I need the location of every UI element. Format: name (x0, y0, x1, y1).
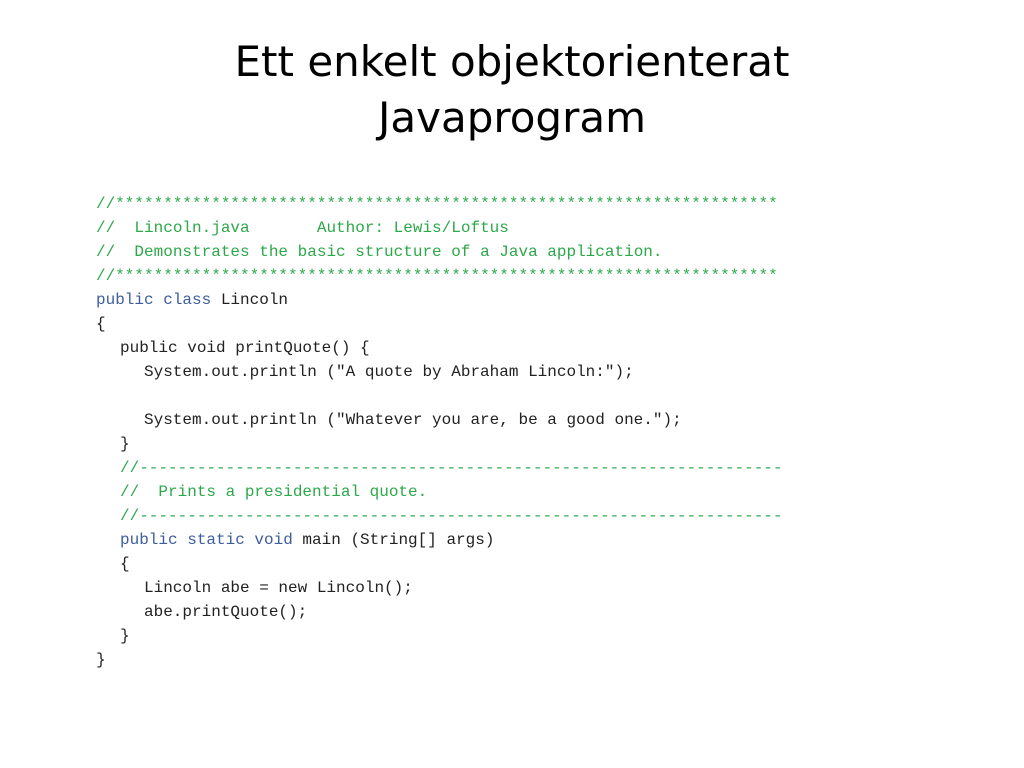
code-class-name: Lincoln (211, 291, 289, 309)
code-line-14: //------------------------------------------------------------------- (120, 507, 783, 525)
code-line-13: // Prints a presidential quote. (120, 483, 428, 501)
code-line-4: //********************************************************************* (96, 267, 778, 285)
code-listing (96, 192, 783, 672)
code-line-3: // Demonstrates the basic structure of a Java application. (96, 243, 663, 261)
code-method-signature: main (String[] args) (292, 531, 495, 549)
slide-title-line-1: Ett enkelt objektorienterat (234, 37, 790, 86)
code-line-15 (96, 528, 783, 552)
code-line-19: } (120, 627, 130, 645)
code-line-18: abe.printQuote(); (144, 603, 308, 621)
slide-title-line-2: Javaprogram (378, 93, 646, 142)
code-line-8: System.out.println ("A quote by Abraham Lincoln:"); (144, 363, 634, 381)
code-line-1: //********************************************************************* (96, 195, 778, 213)
code-line-16: { (120, 555, 130, 573)
code-line-10: System.out.println ("Whatever you are, be a good one."); (144, 411, 682, 429)
code-line-2: // Lincoln.java Author: Lewis/Loftus (96, 219, 509, 237)
code-line-11: } (120, 435, 130, 453)
code-line-12: //------------------------------------------------------------------- (120, 459, 783, 477)
code-line-7: public void printQuote() { (120, 339, 370, 357)
slide-title (60, 34, 964, 146)
code-line-6: { (96, 315, 106, 333)
code-line-5 (96, 288, 783, 312)
code-keyword-method-decl: public static void (120, 531, 293, 549)
code-line-9 (96, 384, 783, 408)
code-line-20: } (96, 651, 106, 669)
code-keyword-class-decl: public class (96, 291, 212, 309)
code-line-17: Lincoln abe = new Lincoln(); (144, 579, 413, 597)
